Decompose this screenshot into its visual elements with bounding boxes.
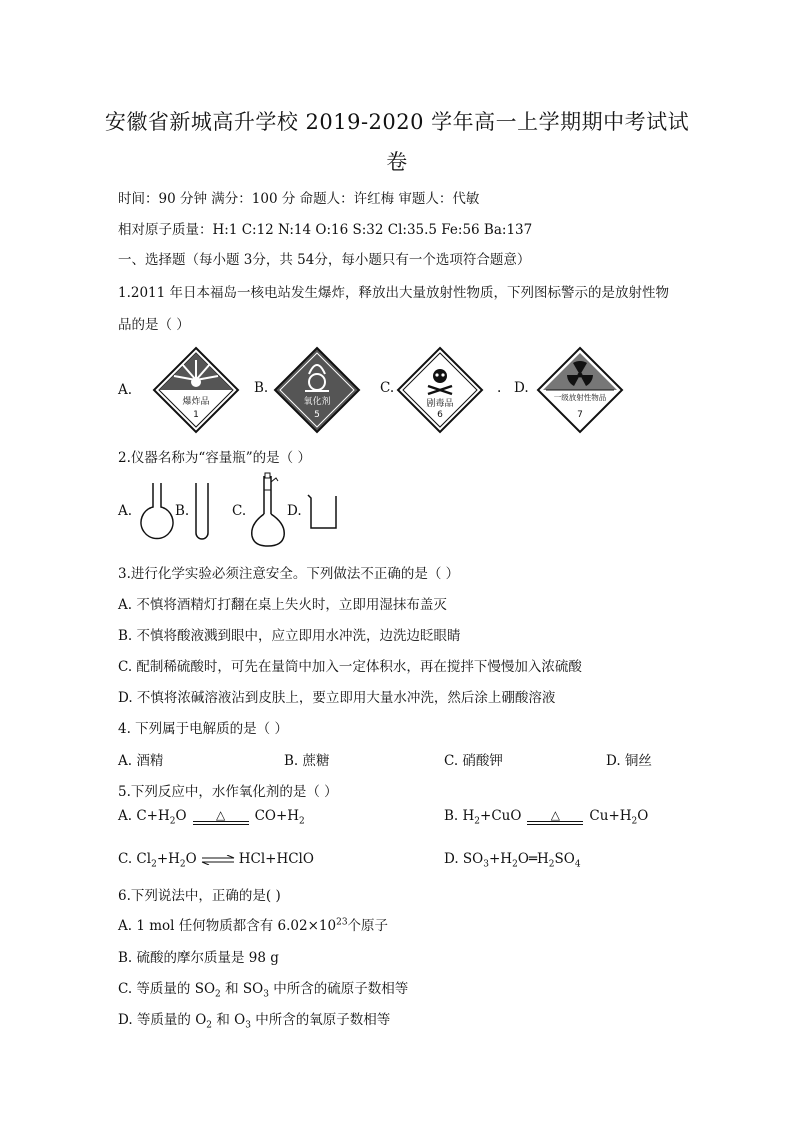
q1-icon-d-num: 7: [577, 410, 583, 420]
heat-condition-icon: △: [527, 809, 583, 825]
q4-option-a: A. 酒精: [118, 753, 164, 769]
q5-stem: 5.下列反应中，水作氧化剂的是（ ）: [118, 784, 338, 800]
q2-option-d-label: D.: [287, 503, 302, 519]
round-bottom-flask-icon: [137, 481, 177, 541]
beaker-icon: [306, 492, 340, 532]
q5-option-a: A. $C+H_2O$ △ $CO+H_2$: [118, 807, 305, 827]
q1-icon-a-text: 爆炸品: [182, 397, 210, 407]
exam-info: 时间：90 分钟 满分：100 分 命题人：许红梅 审题人：代敏: [118, 191, 480, 207]
q1-icon-c-text: 剧毒品: [426, 399, 454, 409]
q1-option-b-label: B.: [254, 380, 269, 396]
section-heading: 一、选择题（每小题 3分，共 54分，每小题只有一个选项符合题意）: [118, 252, 531, 268]
q3-option-d: D. 不慎将浓碱溶液沾到皮肤上，要立即用大量水冲洗，然后涂上硼酸溶液: [118, 690, 556, 706]
q1-stem-cont: 品的是（ ）: [118, 317, 190, 333]
q6-option-c: C. 等质量的 $SO_2$ 和 $SO_3$ 中所含的硫原子数相等: [118, 981, 409, 1000]
q2-option-b-label: B.: [175, 503, 190, 519]
toxic-icon: [396, 346, 484, 434]
radioactive-icon: [536, 346, 624, 434]
q1-icon-b-num: 5: [314, 410, 320, 420]
q1-option-a-label: A.: [118, 382, 133, 398]
q3-option-c: C. 配制稀硫酸时，可先在量筒中加入一定体积水，再在搅拌下慢慢加入浓硫酸: [118, 659, 582, 675]
atomic-mass-line: 相对原子质量：H:1 C:12 N:14 O:16 S:32 Cl:35.5 Fe:56 Ba:137: [118, 222, 533, 238]
q2-stem: 2.仪器名称为“容量瓶”的是（ ）: [118, 450, 311, 466]
q5-option-b: B. $H_2+CuO$ △ $Cu+H_2O$: [444, 807, 649, 827]
q2-option-a-label: A.: [118, 503, 133, 519]
test-tube-icon: [192, 481, 212, 541]
reversible-arrow-icon: [201, 855, 235, 865]
exam-title: 安徽省新城高升学校 2019-2020 学年高一上学期期中考试试: [104, 110, 690, 134]
q1-stem: 1.2011 年日本福岛一核电站发生爆炸，释放出大量放射性物质，下列图标警示的是放射性物: [118, 285, 670, 301]
q4-option-d: D. 铜丝: [606, 753, 652, 769]
q5-option-d: D. $SO_3+H_2O═H_2SO_4$: [444, 851, 581, 870]
q1-option-c-label: C.: [380, 380, 395, 396]
q4-option-b: B. 蔗糖: [284, 753, 330, 769]
q4-option-c: C. 硝酸钾: [444, 753, 503, 769]
q5-option-c: C. $Cl_2+H_2O$ HCl+HClO: [118, 851, 314, 870]
q1-icon-d-text: 一级放射性物品: [553, 393, 607, 402]
q3-option-a: A. 不慎将酒精灯打翻在桌上失火时，立即用湿抹布盖灭: [118, 597, 447, 613]
oxidizer-icon: [273, 346, 361, 434]
q6-stem: 6.下列说法中，正确的是( ): [118, 888, 281, 904]
q3-stem: 3.进行化学实验必须注意安全。下列做法不正确的是（ ）: [118, 566, 460, 582]
q2-option-c-label: C.: [232, 503, 247, 519]
q3-option-b: B. 不慎将酸液溅到眼中，应立即用水冲洗，边洗边眨眼睛: [118, 628, 461, 644]
q4-stem: 4. 下列属于电解质的是（ ）: [118, 721, 288, 737]
q1-icon-b-text: 氧化剂: [303, 397, 331, 407]
q6-option-a: A. 1 mol 任何物质都含有 $6.02\times 10^{23}$个原子: [118, 917, 389, 934]
exam-title-cont: 卷: [386, 150, 408, 174]
q1-icon-a-num: 1: [193, 410, 199, 420]
q1-icon-c-num: 6: [437, 410, 443, 420]
heat-condition-icon: △: [193, 809, 249, 825]
q1-separator-dot: .: [497, 380, 502, 396]
q1-option-d-label: D.: [514, 380, 529, 396]
volumetric-flask-icon: [248, 472, 288, 548]
explosive-icon: [152, 346, 240, 434]
q6-option-b: B. 硫酸的摩尔质量是 98 g: [118, 950, 279, 966]
q6-option-d: D. 等质量的 $O_2$ 和 $O_3$ 中所含的氧原子数相等: [118, 1012, 391, 1031]
